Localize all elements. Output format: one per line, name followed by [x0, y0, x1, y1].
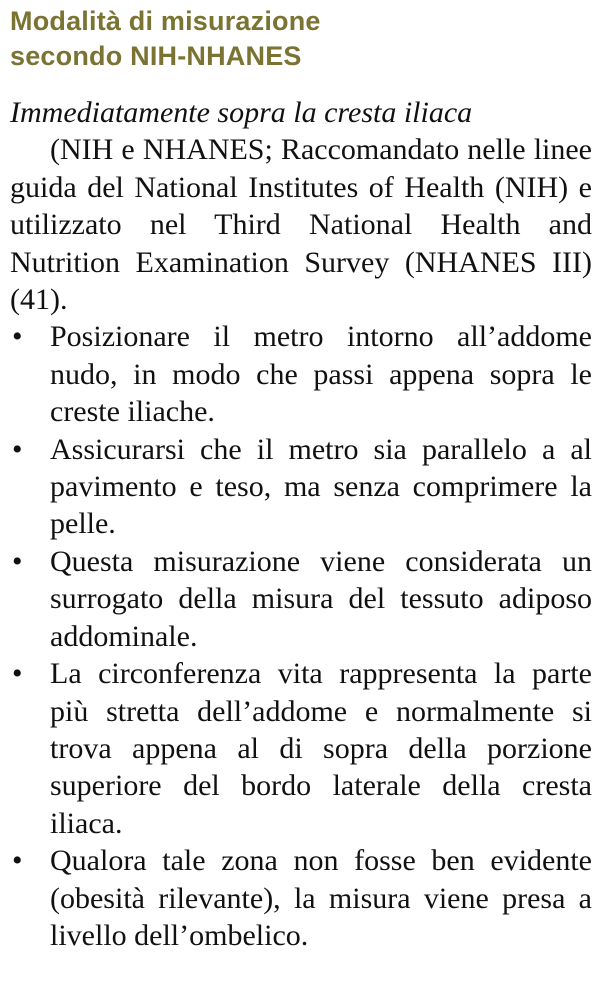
subheading: Immediatamente sopra la cresta iliaca [10, 96, 473, 129]
list-item [10, 543, 592, 655]
bullet-icon: • [12, 844, 23, 878]
list-item-text: Posizionare il metro intorno all’addome nudo, in modo che passi appena sopra le creste iliache. [50, 320, 592, 429]
bullet-icon: • [12, 432, 23, 466]
bullet-icon: • [12, 544, 23, 578]
document-page [10, 4, 592, 954]
bullet-icon: • [12, 657, 23, 691]
bullet-icon: • [12, 320, 23, 354]
list-item-text: Questa misurazione viene considerata un surrogato della misura del tessuto adiposo addominale. [50, 544, 592, 653]
list-item-text: Qualora tale zona non fosse ben evidente (obesità rilevante), la misura viene presa a livello dell’ombelico. [50, 844, 592, 952]
list-item [10, 318, 592, 430]
body-text [10, 94, 592, 954]
heading-line-1: Modalità di misurazione [10, 6, 321, 36]
list-item [10, 431, 592, 543]
section-heading [10, 4, 592, 74]
list-item [10, 655, 592, 842]
list-item-text: Assicurarsi che il metro sia parallelo a al pavimento e teso, ma senza comprimere la pelle. [50, 432, 592, 541]
intro-paragraph: (NIH e NHANES; Raccomandato nelle linee guida del National Institutes of Health (NIH) e utilizzato nel Third National Health and Nutrition Examination Survey (NHANES III) (41). [10, 133, 592, 317]
bullet-list [10, 318, 592, 954]
list-item-text: La circonferenza vita rappresenta la parte più stretta dell’addome e normalmente si trova appena al di sopra della porzione superiore del bordo laterale della cresta iliaca. [50, 657, 592, 840]
list-item [10, 842, 592, 954]
heading-line-2: secondo NIH-NHANES [10, 41, 302, 71]
